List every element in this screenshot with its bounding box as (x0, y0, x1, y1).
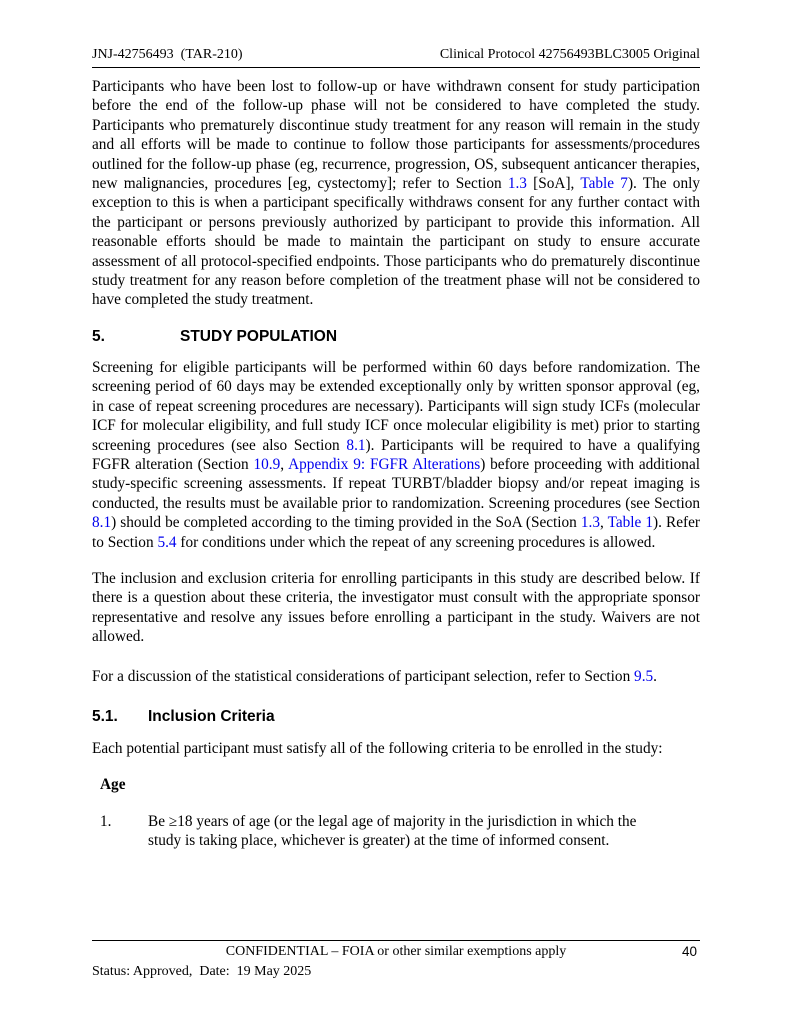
header-rule (92, 67, 700, 68)
section-title: Inclusion Criteria (148, 707, 275, 725)
section-9-5-link[interactable]: 9.5 (634, 667, 654, 685)
footer-rule (92, 940, 700, 941)
section-8-1-link[interactable]: 8.1 (346, 436, 366, 454)
body-text: ). Participants will be required to have a qualifying FGFR alteration (Section (92, 436, 700, 473)
table-7-link[interactable]: Table 7 (580, 175, 628, 193)
body-text: Screening for eligible participants will be performed within 60 days before randomization. The screening period of 60 days may be extended exceptionally only by written sponsor approval (eg, in case of repeat screening procedures are necessary). Participants will sign study ICFs (molecular ICF for molecular eligibility, and full study ICF once molecular eligibility is met) prior to starting screening procedures (see also Section (92, 358, 700, 454)
footer-line (92, 943, 700, 960)
paragraph-discontinuation (92, 77, 700, 310)
criterion-text: Be ≥18 years of age (or the legal age of majority in the jurisdiction in which the study is taking place, whichever is greater) at the time of informed consent. (148, 812, 637, 850)
section-5-4-link[interactable]: 5.4 (157, 533, 177, 551)
body-text: , (280, 455, 289, 473)
confidential-notice: CONFIDENTIAL – FOIA or other similar exemptions apply (225, 944, 567, 959)
section-10-9-link[interactable]: 10.9 (253, 455, 281, 473)
status-line: Status: Approved, Date: 19 May 2025 (92, 964, 312, 979)
age-subheading: Age (100, 776, 126, 794)
appendix-9-link[interactable]: Appendix 9: FGFR Alterations (288, 455, 481, 473)
body-text: ). The only exception to this is when a participant specifically withdraws consent for any further contact with the participant or persons previously authorized by participant to provide this information. All reasonable efforts should be made to maintain the participant on study to ensure accurate assessment of all protocol-specified endpoints. Those participants who do prematurely discontinue study treatment for any reason before completion of the treatment phase will not be considered to have completed the study treatment. (92, 175, 700, 309)
section-1-3-link[interactable]: 1.3 (580, 514, 600, 532)
section-number: 5.1. (92, 707, 118, 725)
body-text: ) before proceeding with additional study-specific screening assessments. If repeat TURBT/bladder biopsy and/or repeat imaging is conducted, the results must be available prior to randomization. Screening procedures (see Section (92, 455, 700, 512)
page-footer (92, 940, 700, 980)
header-protocol-title: Clinical Protocol 42756493BLC3005 Original (439, 47, 700, 62)
page-header (92, 46, 700, 63)
criterion-number: 1. (100, 812, 112, 830)
paragraph-statistical (92, 667, 700, 686)
body-text: Participants who have been lost to follow-up or have withdrawn consent for study participation before the end of the follow-up phase will not be considered to have completed the study. Participants who prematurely discontinue study treatment for any reason will remain in the study and all efforts will be made to continue to follow those participants for assessments/procedures outlined for the follow-up phase (eg, recurrence, progression, OS, subsequent anticancer therapies, new malignancies, procedures [eg, cystectomy]; refer to Section (92, 78, 700, 193)
section-1-3-link[interactable]: 1.3 (507, 175, 527, 193)
body-text: [SoA], (526, 175, 581, 193)
body-text: . (653, 667, 657, 685)
section-8-1-link[interactable]: 8.1 (92, 514, 112, 532)
body-text: for conditions under which the repeat of any screening procedures is allowed. (176, 533, 656, 551)
section-5-heading (92, 328, 700, 346)
page-number: 40 (681, 944, 697, 959)
body-text: ) should be completed according to the timing provided in the SoA (Section (111, 514, 581, 532)
criterion-item (92, 812, 700, 851)
paragraph-screening (92, 358, 700, 552)
body-text: For a discussion of the statistical considerations of participant selection, refer to Section (92, 667, 635, 685)
header-protocol-id: JNJ-42756493 (TAR-210) (92, 47, 243, 62)
section-number: 5. (92, 327, 105, 345)
table-1-link[interactable]: Table 1 (607, 514, 654, 532)
paragraph-enrollment: Each potential participant must satisfy all of the following criteria to be enrolled in the study: (92, 739, 663, 757)
body-text: , (600, 514, 608, 532)
section-5-1-heading (92, 708, 700, 726)
paragraph-criteria-intro: The inclusion and exclusion criteria for enrolling participants in this study are described below. If there is a question about these criteria, the investigator must consult with the appropriate sponsor representative and resolve any issues before enrolling a participant in the study. Waivers are not allowed. (92, 569, 700, 646)
body-text: ). Refer to Section (92, 514, 700, 551)
section-title: STUDY POPULATION (180, 327, 338, 345)
